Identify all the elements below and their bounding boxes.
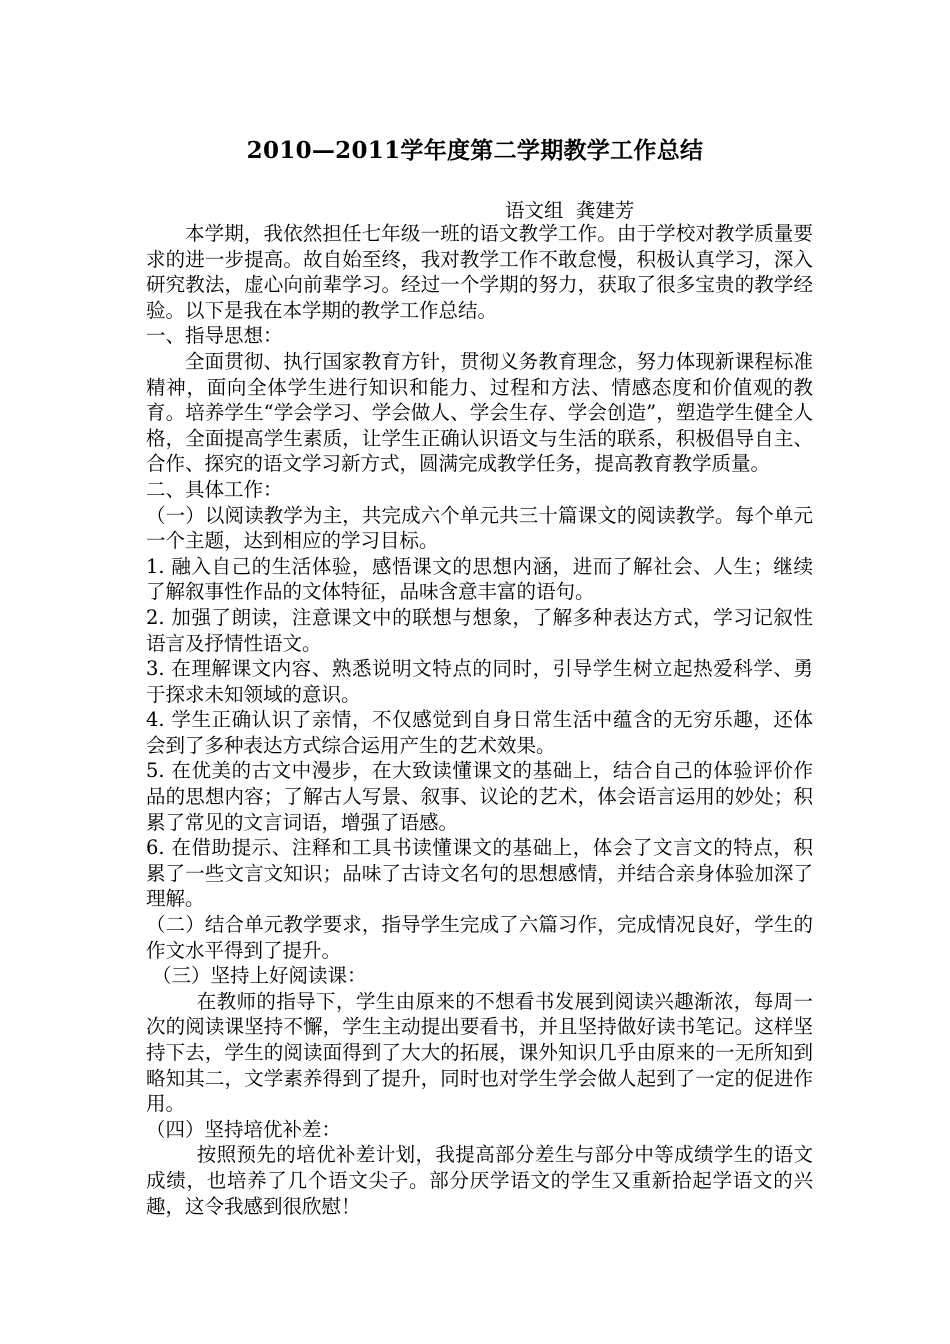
subsection-reading-teaching: （一）以阅读教学为主，共完成六个单元共三十篇课文的阅读教学。每个单元一个主题，达到相应的学习目标。: [146, 503, 813, 553]
list-item-2: 2. 加强了朗读，注意课文中的联想与想象，了解多种表达方式，学习记叙性语言及抒情性语文。: [146, 605, 813, 655]
paragraph-intro: 本学期，我依然担任七年级一班的语文教学工作。由于学校对教学质量要求的进一步提高。故自始至终，我对教学工作不敢怠慢，积极认真学习，深入研究教法，虚心向前辈学习。经过一个学期的努力，获取了很多宝贵的教学经验。以下是我在本学期的教学工作总结。: [146, 222, 813, 322]
list-item-6: 6. 在借助提示、注释和工具书读懂课文的基础上，体会了文言文的特点，积累了一些文言文知识；品味了古诗文名句的思想感情，并结合亲身体验加深了理解。: [146, 836, 813, 911]
paragraph-reading-class: 在教师的指导下，学生由原来的不想看书发展到阅读兴趣渐浓，每周一次的阅读课坚持不懈，学生主动提出要看书，并且坚持做好读书笔记。这样坚持下去，学生的阅读面得到了大大的拓展，课外知识几乎由原来的一无所知到略知其二，文学素养得到了提升，同时也对学生学会做人起到了一定的促进作用。: [146, 989, 813, 1116]
section-heading-guiding-idea: 一、指导思想：: [146, 324, 283, 348]
author-line: 语文组 龚建芳: [505, 199, 635, 222]
subsection-writing: （二）结合单元教学要求，指导学生完成了六篇习作，完成情况良好，学生的作文水平得到了提升。: [146, 913, 813, 962]
list-item-3: 3. 在理解课文内容、熟悉说明文特点的同时，引导学生树立起热爱科学、勇于探求未知领域的意识。: [146, 657, 813, 706]
list-item-5: 5. 在优美的古文中漫步，在大致读懂课文的基础上，结合自己的体验评价作品的思想内容；了解古人写景、叙事、议论的艺术，体会语言运用的妙处；积累了常见的文言词语，增强了语感。: [146, 759, 813, 834]
document-body: [146, 221, 813, 1219]
paragraph-guiding-idea: 全面贯彻、执行国家教育方针，贯彻义务教育理念，努力体现新课程标准精神，面向全体学生进行知识和能力、过程和方法、情感态度和价值观的教育。培养学生“学会学习、学会做人、学会生存、学会创造”，塑造学生健全人格，全面提高学生素质，让学生正确认识语文与生活的联系，积极倡导自主、合作、探究的语文学习新方式，圆满完成教学任务，提高教育教学质量。: [146, 349, 813, 476]
subsection-reading-class: （三）坚持上好阅读课：: [152, 964, 367, 988]
list-item-1: 1. 融入自己的生活体验，感悟课文的思想内涵，进而了解社会、人生；继续了解叙事性作品的文体特征，品味含意丰富的语句。: [146, 554, 813, 604]
document-title: 2010—2011学年度第二学期教学工作总结: [246, 137, 704, 164]
list-item-4: 4. 学生正确认识了亲情，不仅感觉到自身日常生活中蕴含的无穷乐趣，还体会到了多种表达方式综合运用产生的艺术效果。: [146, 708, 813, 757]
section-heading-specific-work: 二、具体工作：: [146, 477, 283, 501]
paragraph-tutoring: 按照预先的培优补差计划，我提高部分差生与部分中等成绩学生的语文成绩，也培养了几个语文尖子。部分厌学语文的学生又重新拾起学语文的兴趣，这令我感到很欣慰！: [146, 1143, 813, 1218]
subsection-tutoring: （四）坚持培优补差：: [146, 1117, 342, 1141]
